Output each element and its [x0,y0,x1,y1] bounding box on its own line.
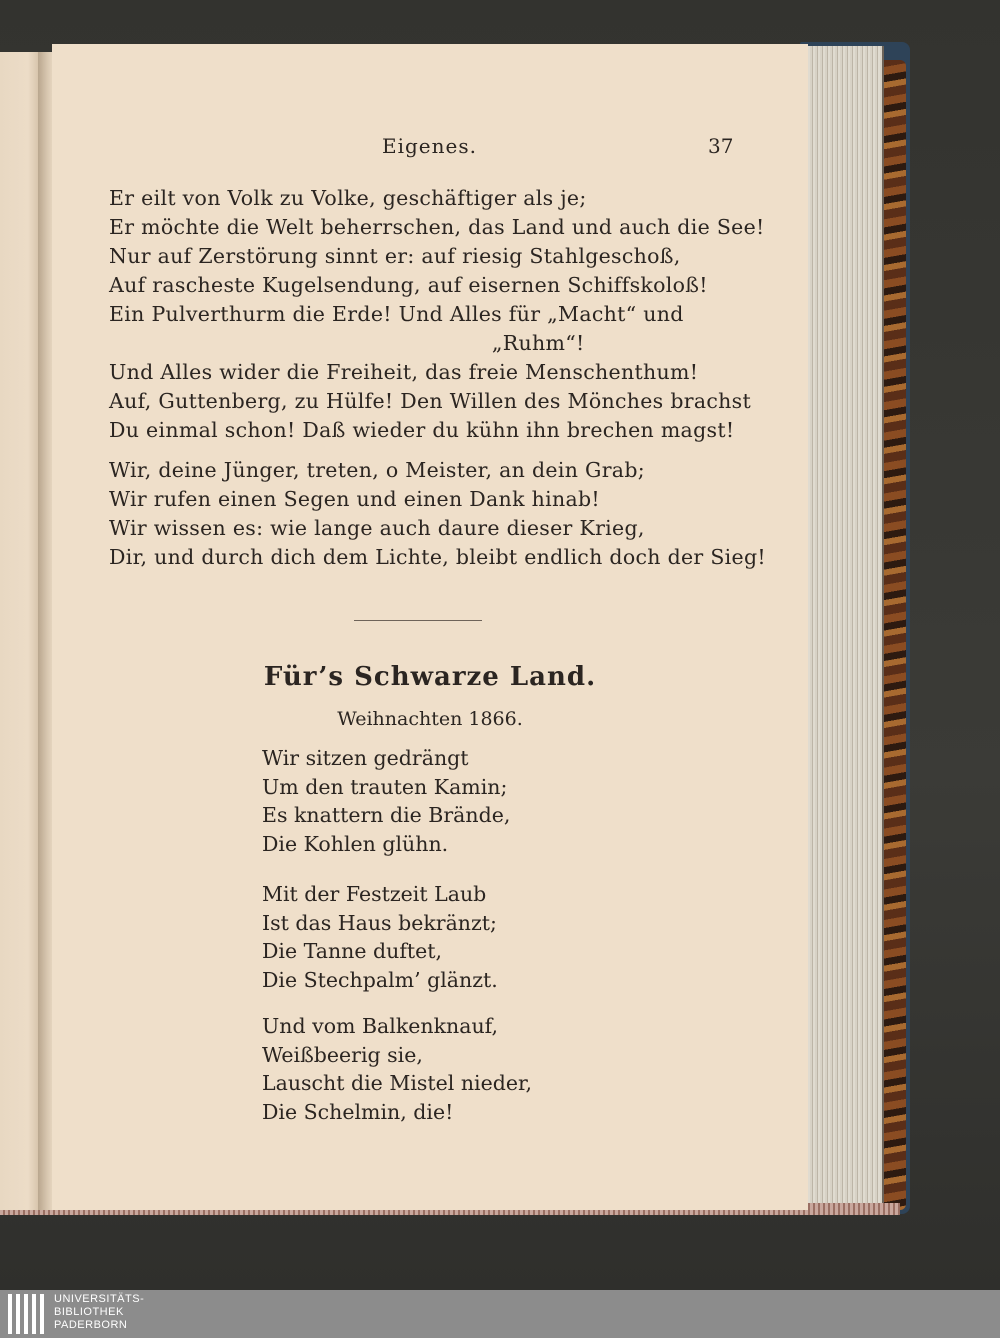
running-title: Eigenes. [382,134,477,158]
verse-line: Wir, deine Jünger, treten, o Meister, an dein Grab; [109,458,645,482]
verse-line: Mit der Festzeit Laub [262,882,487,906]
poem-stanza-3 [262,1012,532,1126]
verse-line: Die Schelmin, die! [262,1099,454,1124]
poem-subtitle: Weihnachten 1866. [337,708,523,730]
verse-line: „Ruhm“! [491,331,585,355]
verse-line: Nur auf Zerstörung sinnt er: auf riesig Stahlgeschoß, [109,244,681,268]
library-logo-text [54,1293,144,1332]
verse-line: Wir sitzen gedrängt [262,746,469,770]
verse-line: Weißbeerig sie, [262,1042,423,1067]
verse-line: Auf, Guttenberg, zu Hülfe! Den Willen des Mönches brachst [109,389,752,413]
verse-line: Er möchte die Welt beherrschen, das Land und auch die See! [109,215,765,239]
library-footer-bar [0,1290,1000,1338]
page-number: 37 [708,134,734,158]
verse-line: Wir wissen es: wie lange auch daure dieser Krieg, [109,516,645,540]
poem-title: Für’s Schwarze Land. [263,662,597,692]
verse-line: Du einmal schon! Daß wieder du kühn ihn brechen magst! [109,418,735,442]
page-edges [800,46,884,1214]
poem-stanza-1 [262,744,510,858]
verse-line: Und Alles wider die Freiheit, das freie Menschenthum! [109,360,699,384]
verse-line: Auf rascheste Kugelsendung, auf eisernen Schiffskoloß! [109,273,708,297]
verse-line: Es knattern die Brände, [262,803,511,827]
verse-line: Dir, und durch dich dem Lichte, bleibt endlich doch der Sieg! [109,545,766,569]
logo-line: UNIVERSITÄTS- [54,1293,145,1305]
verse-line: Und vom Balkenknauf, [262,1014,499,1038]
verse-line: Lauscht die Mistel nieder, [262,1071,533,1095]
running-head [52,134,808,164]
poem-stanza-2 [262,880,498,994]
verse-line: Ist das Haus bekränzt; [262,910,497,935]
book-page [52,44,808,1210]
verse-line: Wir rufen einen Segen und einen Dank hinab! [109,487,600,511]
verse-line: Die Tanne duftet, [262,939,443,963]
verse-line: Die Kohlen glühn. [262,831,449,856]
verse-line: Um den trauten Kamin; [262,774,508,799]
logo-line: PADERBORN [54,1319,128,1331]
verse-line: Er eilt von Volk zu Volke, geschäftiger als je; [109,186,587,210]
stanza-continuation-1 [109,184,765,445]
left-facing-page [0,52,40,1210]
library-logo-icon [8,1294,48,1334]
verse-line: Die Stechpalm’ glänzt. [262,967,498,992]
section-divider [354,620,482,621]
stanza-continuation-2 [109,456,766,572]
verse-line: Ein Pulverthurm die Erde! Und Alles für „Macht“ und [109,302,684,326]
logo-line: BIBLIOTHEK [54,1306,124,1318]
